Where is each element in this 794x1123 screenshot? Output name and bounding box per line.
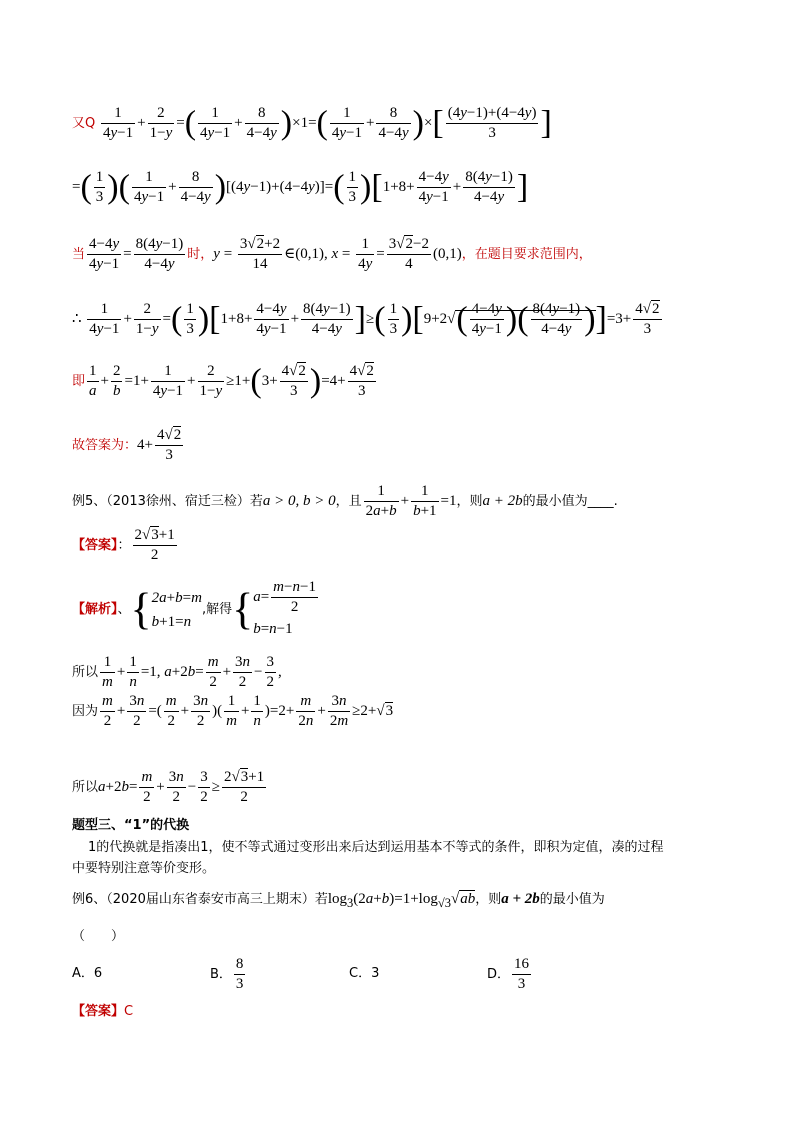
fraction: $\frac{4√2}{3}$ (281, 363, 306, 399)
fraction: $\frac{1}{4y-1}$ (133, 169, 165, 205)
fraction: $\frac{m}{2}$ (165, 693, 177, 729)
fraction: $\frac{m-n-1}{2}$ (273, 579, 316, 615)
fraction: $\frac{3n}{2m}$ (329, 693, 349, 729)
fraction: $\frac{1}{3}$ (389, 301, 398, 337)
fraction: $\frac{3}{2}$ (200, 769, 208, 805)
fraction: $\frac{8}{4-4y}$ (378, 105, 409, 141)
eq-line-2: =( $\frac{1}{3}$ )( $\frac{1}{4y-1}$ + $\frac{8}{4-4y}$ )[(4y−1)+(4−4y)]=( $\frac{1}{3}$ )[1+8+ $\frac{4-4y}{4y-1}$ + $\frac{8(4y-1)}{4-4y}$ ] (72, 168, 529, 206)
fraction: $\frac{1}{4y-1}$ (102, 105, 134, 141)
answer-label: 【答案】 (72, 537, 118, 553)
fraction: $\frac{1}{n}$ (129, 654, 137, 690)
fraction: $\frac{3}{2}$ (266, 654, 275, 690)
fraction: $\frac{1}{3}$ (95, 169, 104, 205)
fraction: $\frac{8}{4-4y}$ (246, 105, 277, 141)
fraction: $\frac{1}{m}$ (102, 654, 113, 690)
fraction: $\frac{m}{2}$ (207, 654, 219, 690)
option-b-label: B． (210, 966, 232, 982)
fraction: $\frac{1}{3}$ (186, 301, 194, 337)
fraction: $\frac{4-4y}{4y-1}$ (256, 301, 287, 337)
answer-label: 【答案】 (72, 1004, 125, 1019)
fraction: $\frac{3√2-2}{4}$ (388, 236, 429, 272)
fraction: $\frac{4√2}{3}$ (156, 427, 182, 463)
fraction: $\frac{(4y-1)+(4-4y)}{3}$ (447, 105, 537, 141)
fraction: $\frac{2}{b}$ (112, 363, 121, 399)
eq-line-4: ∴ $\frac{1}{4y-1}$ + $\frac{2}{1-y}$ =( $\frac{1}{3}$ )[1+8+ $\frac{4-4y}{4y-1}$ + $\frac{8(4y-1)}{4-4y}$ ]≥( $\frac{1}{3}$ )[9+2√( $\frac{4-4y}{4y-1}$ )( $\frac{8(4y-1)}{4-4y}$ )]=3+ $\frac{4√2}{3}$ (72, 300, 660, 338)
text-min: 的最小值为____. (522, 493, 618, 509)
fraction: $\frac{4-4y}{4y-1}$ (418, 169, 449, 205)
answer-5 (72, 526, 179, 565)
text-jiede: ,解得 (201, 601, 233, 617)
step-suoyi-1: 所以 $\frac{1}{m}$ + $\frac{1}{n}$ =1, a+2b= $\frac{m}{2}$ + $\frac{3n}{2}$ − $\frac{3}{2}$ , (72, 654, 282, 690)
fraction: $\frac{4-4y}{4y-1}$ (89, 236, 120, 272)
fraction: $\frac{1}{2a+b}$ (365, 483, 397, 519)
fraction: $\frac{2√3+1}{2}$ (223, 769, 265, 805)
text-ze: ，则 (456, 493, 483, 509)
fraction: $\frac{3√2+2}{14}$ (239, 236, 281, 272)
fraction: $\frac{1}{4y-1}$ (200, 105, 231, 141)
fraction: $\frac{1}{a}$ (89, 363, 97, 399)
example-6-expression: a + 2b (501, 891, 540, 907)
answer-paren: （ ） (72, 929, 125, 944)
fraction: $\frac{3n}{2}$ (168, 769, 184, 805)
fraction: $\frac{m}{2n}$ (298, 693, 314, 729)
answer-value: C (124, 1004, 134, 1019)
section-body-1: 1的代换就是指凑出1，使不等式通过变形出来后达到运用基本不等式的条件，即积为定值，凑的过程 (88, 840, 664, 855)
colon: ： (117, 537, 131, 553)
step-yinwei: 因为 $\frac{m}{2}$ + $\frac{3n}{2}$ =( $\frac{m}{2}$ + $\frac{3n}{2}$ )( $\frac{1}{m}$ + $\frac{1}{n}$ )=2+ $\frac{m}{2n}$ + $\frac{3n}{2m}$ ≥2+√3 (72, 693, 394, 729)
therefore-symbol: ∴ (72, 310, 82, 327)
eq-line-5: 即 $\frac{1}{a}$ + $\frac{2}{b}$ =1+ $\frac{1}{4y-1}$ + $\frac{2}{1-y}$ ≥1+(3+ $\frac{4√2}{3}$ )=4+ $\frac{4√2}{3}$ (72, 362, 374, 400)
fraction: $\frac{1}{4y-1}$ (89, 301, 120, 337)
option-c: C．3 (349, 966, 380, 981)
eq-line-3: 当 $\frac{4-4y}{4y-1}$ = $\frac{8(4y-1)}{4-4y}$ 时，y = $\frac{3√2+2}{14}$ ∈(0,1), x = $\frac{1}{4y}$ = $\frac{3√2-2}{4}$ (0,1)，在题目要求范围内， (72, 236, 592, 272)
fraction: $\frac{1}{m}$ (226, 693, 237, 729)
text-suoyi: 所以 (72, 779, 99, 795)
fraction: $\frac{m}{2}$ (141, 769, 153, 805)
answer-line: 故答案为：4+ $\frac{4√2}{3}$ (72, 427, 182, 463)
fraction: $\frac{1}{4y-1}$ (331, 105, 362, 141)
example-5-label: 例5、（2013徐州、宿迁三检）若 (72, 493, 263, 509)
fraction: $\frac{3n}{2}$ (129, 693, 145, 729)
example-6: 例6、（2020届山东省泰安市高三上期末）若$\log_3(2a+b)=1+\log_{√3}√ab$，则a + 2b的最小值为 (72, 891, 605, 910)
text-suoyi: 所以 (72, 664, 99, 680)
text-range: ，在题目要求范围内， (461, 246, 592, 262)
fraction: $\frac{1}{3}$ (348, 169, 357, 205)
fraction: $\frac{3n}{2}$ (235, 654, 251, 690)
text-min: 的最小值为 (539, 892, 605, 907)
equals-sign: = (72, 178, 81, 195)
option-b (210, 955, 247, 994)
example-5-condition: a > 0, b > 0 (262, 492, 336, 509)
fraction: $\frac{8}{4-4y}$ (180, 169, 211, 205)
eq-line-1: 又Q $\frac{1}{4y-1}$ + $\frac{2}{1-y}$ =( $\frac{1}{4y-1}$ + $\frac{8}{4-4y}$ )×1=( $\frac{1}{4y-1}$ + $\frac{8}{4-4y}$ )×[ $\frac{(4y-1)+(4-4y)}{3}$ ] (72, 104, 552, 142)
fraction: $\frac{2}{1-y}$ (149, 105, 173, 141)
example-6-label: 例6、（2020届山东省泰安市高三上期末）若 (72, 892, 328, 907)
section-body-2: 中要特别注意等价变形。 (72, 861, 216, 876)
fraction: $\frac{8(4y-1)}{4-4y}$ (135, 236, 184, 272)
fraction: $\frac{8(4y-1)}{4-4y}$ (303, 301, 351, 337)
text-qie: ，且 (335, 493, 362, 509)
text-yinwei: 因为 (72, 703, 99, 719)
answer-text: 故答案为： (72, 437, 138, 453)
text-ze: ，则 (475, 892, 502, 907)
step-suoyi-2: 所以a+2b= $\frac{m}{2}$ + $\frac{3n}{2}$ − $\frac{3}{2}$ ≥ $\frac{2√3+1}{2}$ (72, 769, 265, 805)
analysis-line: 【解析】、{2a+b=m b+1=n,解得{a= $\frac{m-n-1}{2}$ b=n−1 (72, 579, 316, 637)
text-dang: 当 (72, 246, 86, 262)
fraction: $\frac{4√2}{3}$ (635, 301, 660, 337)
fraction: $\frac{3n}{2}$ (193, 693, 209, 729)
option-a: A．6 (72, 966, 103, 981)
fraction: $\frac{m}{2}$ (102, 693, 113, 729)
text-shi: 时， (187, 246, 214, 262)
section-title: 题型三、“1”的代换 (72, 818, 190, 833)
fraction: $\frac{8}{3}$ (235, 956, 244, 992)
fraction: $\frac{2}{1-y}$ (199, 363, 223, 399)
fraction: $\frac{16}{3}$ (514, 956, 530, 992)
option-d-label: D． (487, 966, 511, 982)
example-5-expression: a + 2b (482, 492, 523, 509)
fraction: $\frac{4√2}{3}$ (349, 363, 374, 399)
fraction: $\frac{2√3+1}{2}$ (134, 527, 175, 563)
fraction: $\frac{2}{1-y}$ (135, 301, 159, 337)
fraction: $\frac{1}{4y}$ (358, 236, 373, 272)
answer-6 (72, 1002, 133, 1021)
separator: 、 (117, 601, 131, 617)
example-5: 例5、（2013徐州、宿迁三检）若a > 0, b > 0，且 $\frac{1}{2a+b}$ + $\frac{1}{b+1}$ =1，则a + 2b的最小值为____. (72, 483, 618, 519)
fraction: $\frac{4-4y}{4y-1}$ (471, 301, 502, 337)
fraction: $\frac{1}{n}$ (253, 693, 261, 729)
fraction: $\frac{8(4y-1)}{4-4y}$ (465, 169, 513, 205)
fraction: $\frac{8(4y-1)}{4-4y}$ (532, 301, 581, 337)
fraction: $\frac{1}{4y-1}$ (152, 363, 184, 399)
option-d (487, 955, 533, 994)
text-you: 又Q (72, 115, 96, 131)
fraction: $\frac{1}{b+1}$ (413, 483, 437, 519)
text-ji: 即 (72, 373, 86, 389)
analysis-label: 【解析】 (72, 601, 118, 617)
